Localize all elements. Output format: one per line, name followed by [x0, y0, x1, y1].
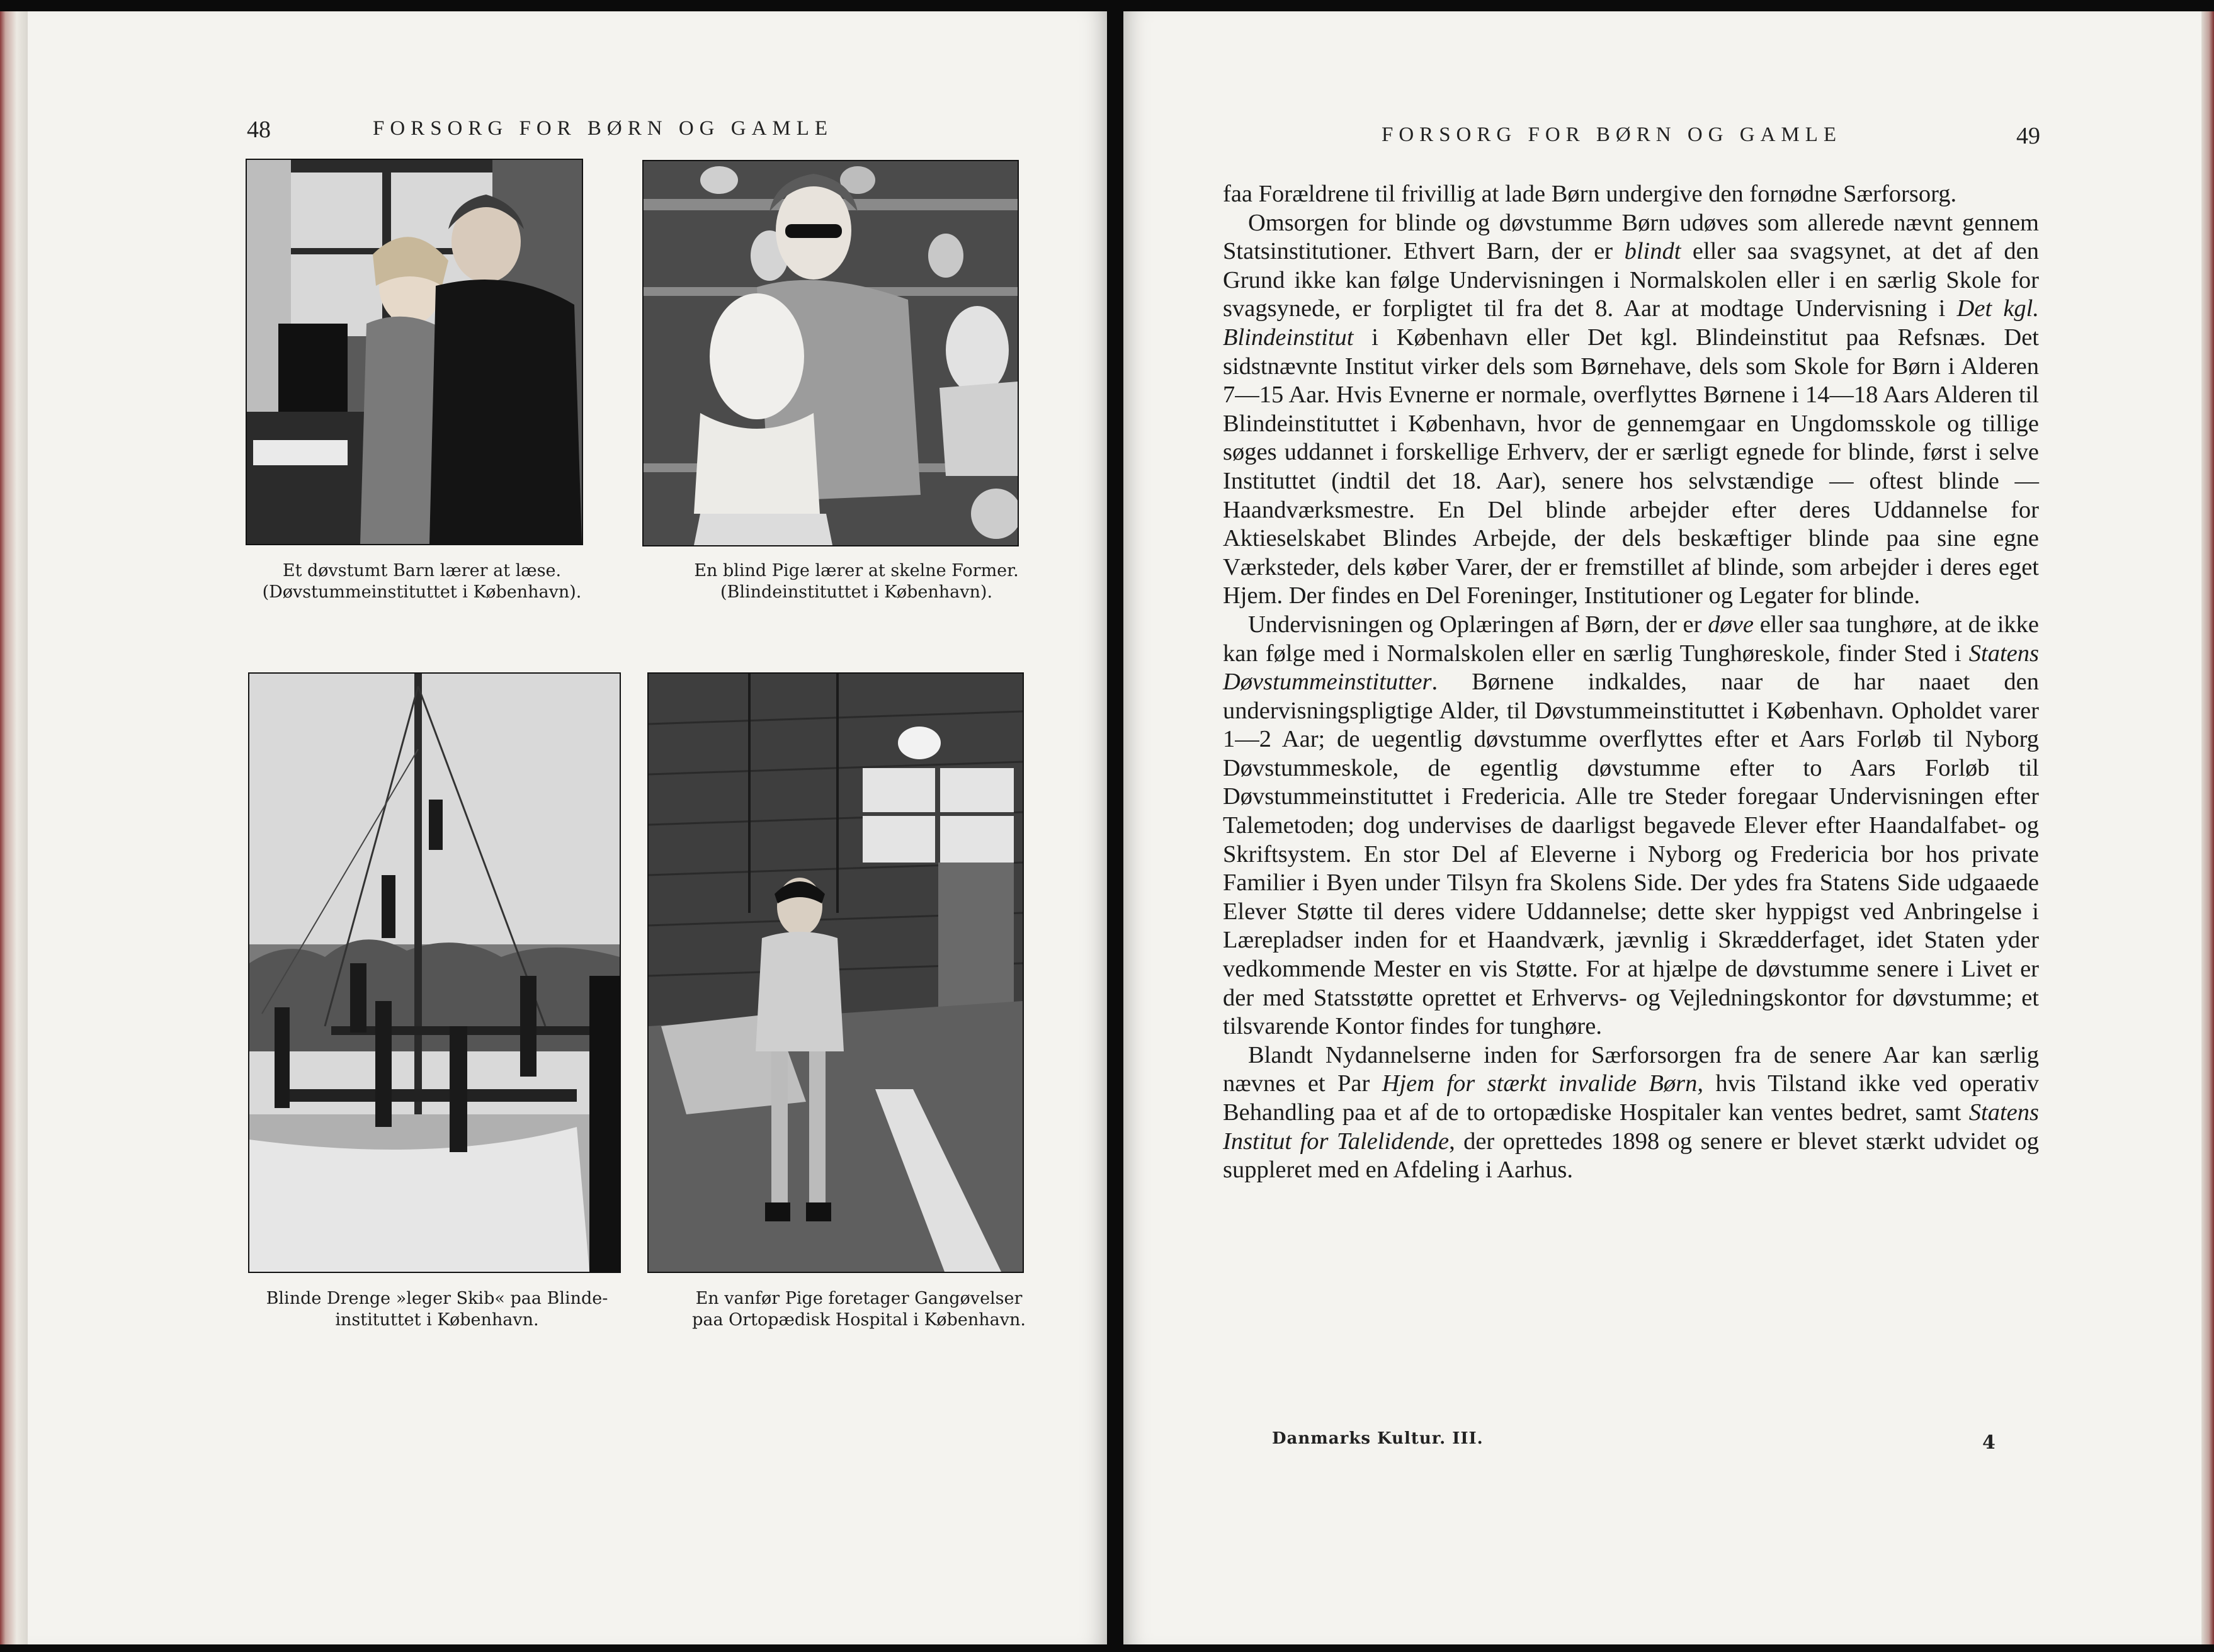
figure-caption: Blinde Drenge »leger Skib« paa Blinde- instituttet i København. — [266, 1289, 608, 1330]
text-run: faa Forældrene til frivillig at lade Børn undergive den fornødne Særforsorg. — [1223, 181, 1957, 207]
text-run: i København eller Det kgl. Blindeinstitut paa Refsnæs. Det sidstnævnte Institut virker dels som Børnehave, dels som Skole for Børn i Alderen 7—15 Aar. Hvis Evnerne er normale, overflyttes Børnene i 14—18 Aars Alderen til Blindeinstituttet i København, hvor de gennemgaar en Ungdomsskole og tillige søges uddannet i forskellige Erhverv, der er særligt egnede for blinde, først i selve Instituttet (indtil det 18. Aar), senere hos selvstændige — oftest blinde — Haandværksmestre. En Del blinde arbejder efter deres Uddannelse for Aktieselskabet Blindes Arbejde, der dels beskæftiger blinde paa sine egne Værksteder, dels køber Varer, der er fremstillet af blinde, som arbejder i deres eget Hjem. Der findes en Del Foreninger, Institutioner og Legater for blinde. — [1223, 324, 2039, 609]
body-paragraph — [1223, 180, 2039, 209]
signature-mark: Danmarks Kultur. III. — [1272, 1429, 1484, 1448]
figure-caption: Et døvstumt Barn lærer at læse. (Døvstummeinstituttet i København). — [262, 561, 582, 602]
photo-blind-boys-ship — [248, 672, 621, 1273]
italic-term: døve — [1708, 611, 1754, 638]
italic-term: Statens Institut for Talelidende — [1223, 1099, 2039, 1155]
text-run: Blandt Nydannelserne inden for Særforsorgen fra de senere Aar kan særlig nævnes et Par — [1223, 1041, 2039, 1097]
photo-blind-girl-bust — [642, 160, 1019, 546]
running-head: FORSORG FOR BØRN OG GAMLE — [1382, 123, 1842, 146]
italic-term: Statens Døvstummeinstitutter — [1223, 640, 2039, 696]
italic-term: blindt — [1624, 238, 1681, 265]
text-run: , der oprettedes 1898 og senere er blevet stærkt udvidet og suppleret med en Afdeling i Aarhus. — [1223, 1128, 2039, 1184]
text-run: hvis Tilstand ikke ved operativ Behandling paa et af de to ortopædiske Hospitaler kan ventes bedret, samt — [1223, 1070, 2040, 1126]
photo-girl-walking-exercise — [647, 672, 1024, 1273]
body-paragraph — [1223, 1041, 2039, 1185]
text-run: eller saa svagsynet, at det af den Grund ikke kan følge Undervisningen i Normalskolen eller i en særlig Skole for svagsynede, er forpligtet til fra det 8. Aar at modtage Undervisning i — [1223, 238, 2039, 322]
italic-term: Det kgl. Blindeinstitut — [1223, 295, 2039, 351]
italic-term: Hjem for stærkt invalide Børn, — [1382, 1070, 1704, 1097]
body-paragraph — [1223, 209, 2039, 611]
book-page-edge-left — [0, 11, 28, 1644]
page-number: 48 — [247, 116, 271, 143]
right-page — [1123, 11, 2201, 1644]
text-run: . Børnene indkaldes, naar de har naaet den undervisningspligtige Alder, til Døvstummeinstituttet i København. Opholdet varer 1—2 Aar; de uegentlig døvstumme overflyttes efter et Aars Forløb til Nyborg Døvstummeskole, de egentlig døvstumme efter to Aars Forløb til Døvstummeinstituttet i Fredericia. Alle tre Steder foregaar Undervisningen efter Talemetoden; dog undervises de daarligst begavede Elever efter Haandalfabet- og Skriftsystem. En stor Del af Eleverne i Nyborg og Fredericia bor hos private Familier i Byen under Tilsyn fra Skolens Side. Der ydes fra Statens Side udgaaede Elever Støtte til deres videre Uddannelse; dette sker hyppigst ved Anbringelse i Lærepladser inden for et Haandværk, jævnlig i Skrædderfaget, idet Staten yder vedkommende Mester en vis Støtte. For at hjælpe de døvstumme senere i Livet er der med Statsstøtte oprettet et Erhvervs- og Vejledningskontor for døvstumme; et tilsvarende Kontor findes for tunghøre. — [1223, 669, 2039, 1040]
text-run: Undervisningen og Oplæringen af Børn, der er — [1248, 611, 1708, 638]
book-page-edge-right — [2201, 11, 2214, 1644]
text-run: eller saa tunghøre, at de ikke kan følge med i Normalskolen eller en særlig Tunghøreskole, finder Sted i — [1223, 611, 2039, 667]
running-head: FORSORG FOR BØRN OG GAMLE — [373, 117, 834, 140]
figure-caption: En vanfør Pige foretager Gangøvelser paa Ortopædisk Hospital i København. — [692, 1289, 1026, 1330]
body-text — [1223, 180, 2039, 1185]
figure-caption: En blind Pige lærer at skelne Former. (Blindeinstituttet i København). — [694, 561, 1019, 602]
photo-deaf-child-reading — [246, 159, 583, 545]
text-run: Omsorgen for blinde og døvstumme Børn udøves som allerede nævnt gennem Statsinstitutioner. Ethvert Barn, der er — [1223, 209, 2039, 265]
left-page — [28, 11, 1107, 1644]
body-paragraph — [1223, 611, 2039, 1041]
page-number: 49 — [2016, 123, 2040, 149]
signature-number: 4 — [1982, 1432, 1996, 1454]
